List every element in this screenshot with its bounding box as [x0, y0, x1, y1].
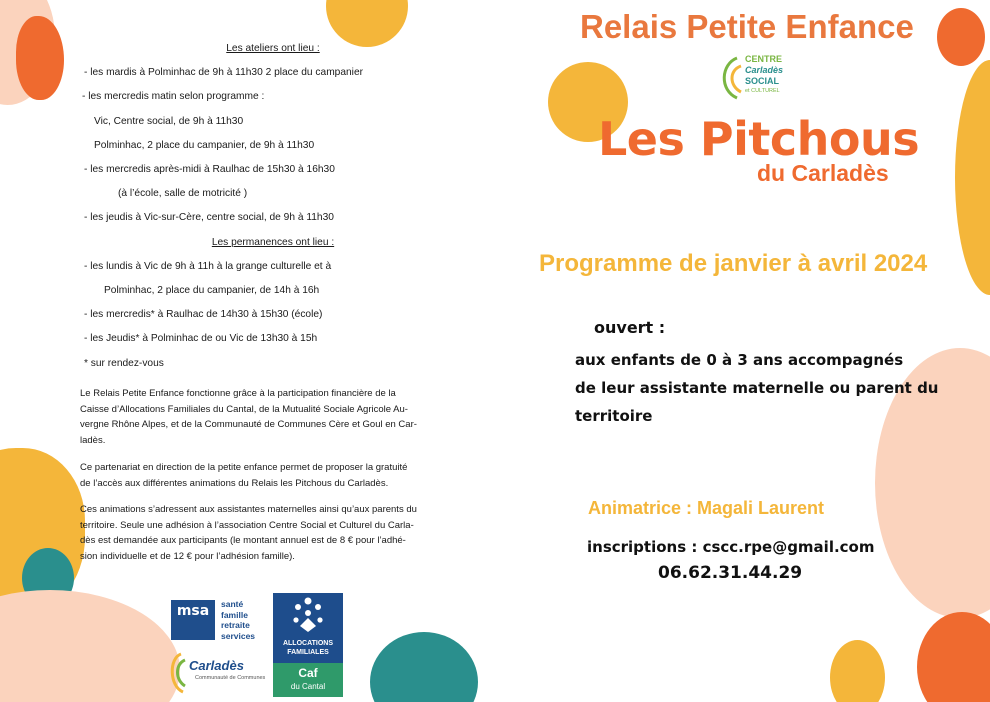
msa-word: santé: [221, 599, 244, 609]
programme-dates: Programme de janvier à avril 2024: [539, 250, 928, 277]
cscc-text: SOCIAL: [745, 76, 780, 86]
carlades-logo: [167, 648, 271, 698]
text-line: dès est demandée aux participants (le montant annuel est de 8 € pour l’adhé-: [80, 535, 406, 547]
audience-line: aux enfants de 0 à 3 ans accompagnés: [575, 351, 904, 369]
cscc-text: Carladès: [745, 65, 784, 75]
caf-text-2: FAMILIALES: [287, 649, 329, 656]
msa-word: famille: [221, 609, 248, 620]
permanences-line: - les mercredis* à Raulhac de 14h30 à 15h30 (école): [84, 309, 323, 321]
audience-line: territoire: [575, 407, 653, 425]
text-line: Caisse d’Allocations Familiales du Cantal, de la Mutualité Sociale Agricole Au-: [80, 403, 408, 415]
permanences-heading: Les permanences ont lieu :: [211, 236, 335, 248]
decorative-blob: [0, 590, 180, 702]
permanences-note: * sur rendez-vous: [84, 357, 164, 369]
cscc-text: CENTRE: [745, 54, 783, 64]
msa-word: retraite: [221, 620, 250, 630]
text-line: Ce partenariat en direction de la petite enfance permet de proposer la gratuité: [80, 462, 408, 473]
decorative-blob: [16, 16, 64, 100]
decorative-blob: [917, 612, 990, 702]
carlades-subtitle: Communauté de Communes: [195, 675, 266, 681]
schedule-section: [78, 37, 468, 376]
inscriptions-email[interactable]: inscriptions : cscc.rpe@gmail.com: [587, 538, 875, 556]
msa-mark: msa: [171, 600, 215, 640]
msa-words: [221, 599, 255, 641]
phone-number[interactable]: 06.62.31.44.29: [658, 563, 803, 583]
animatrice-label: Animatrice : Magali Laurent: [588, 498, 825, 518]
funding-paragraph: [80, 386, 460, 448]
caf-text-4: du Cantal: [290, 682, 326, 691]
carlades-name: Carladès: [189, 658, 244, 673]
audience-line: de leur assistante maternelle ou parent du: [575, 379, 939, 397]
main-title: Les Pitchous: [598, 112, 920, 166]
text-line: Le Relais Petite Enfance fonctionne grâce à la participation financière de la: [80, 388, 396, 399]
ateliers-line: - les mardis à Polminhac de 9h à 11h30 2 place du campanier: [84, 67, 363, 79]
cscc-logo: [715, 52, 795, 104]
membership-paragraph: [80, 502, 460, 564]
caf-top: [273, 593, 343, 663]
text-line: Ces animations s’adressent aux assistantes maternelles ainsi qu’aux parents du: [80, 504, 417, 515]
text-line: de l’accès aux différentes animations du Relais les Pitchous du Carladès.: [80, 477, 389, 489]
main-subtitle: du Carladès: [757, 160, 889, 186]
msa-word: services: [221, 630, 256, 641]
permanences-line: - les lundis à Vic de 9h à 11h à la grange culturelle et à: [84, 260, 332, 272]
ateliers-line: (à l’école, salle de motricité ): [118, 188, 248, 200]
caf-logo: [273, 593, 343, 697]
partnership-paragraph: [80, 460, 460, 491]
decorative-blob: [937, 8, 985, 66]
text-line: sion individuelle et de 12 € pour l’adhésion famille).: [80, 550, 295, 562]
ouvert-label: ouvert :: [594, 318, 666, 337]
ateliers-line: - les mercredis matin selon programme :: [82, 91, 265, 103]
carlades-swirl-icon: [167, 650, 187, 696]
text-line: ladès.: [80, 434, 106, 446]
caf-people-icon: [288, 596, 328, 634]
permanences-line: Polminhac, 2 place du campanier, de 14h à 16h: [104, 285, 320, 297]
msa-logo: [171, 597, 267, 643]
caf-bottom: [273, 663, 343, 697]
decorative-blob: [955, 60, 990, 295]
rpe-title: Relais Petite Enfance: [580, 8, 914, 45]
ateliers-line: - les mercredis après-midi à Raulhac de 15h30 à 16h30: [84, 164, 335, 176]
ateliers-heading: Les ateliers ont lieu :: [226, 43, 320, 54]
caf-text-3: Caf: [298, 666, 318, 680]
decorative-blob: [370, 632, 478, 702]
ateliers-line: Vic, Centre social, de 9h à 11h30: [94, 115, 244, 127]
text-line: vergne Rhône Alpes, et de la Communauté de Communes Cère et Goul en Car-: [80, 419, 417, 431]
permanences-line: - les Jeudis* à Polminhac de ou Vic de 13h30 à 15h: [84, 333, 318, 345]
cscc-text: et CULTUREL: [745, 88, 780, 94]
text-line: territoire. Seule une adhésion à l’association Centre Social et Culturel du Carla-: [80, 519, 414, 531]
ateliers-line: Polminhac, 2 place du campanier, de 9h à 11h30: [94, 139, 315, 151]
ateliers-line: - les jeudis à Vic-sur-Cère, centre social, de 9h à 11h30: [84, 212, 334, 224]
decorative-blob: [830, 640, 885, 702]
caf-text-1: ALLOCATIONS: [282, 640, 334, 647]
cscc-swirl-icon: [715, 54, 745, 102]
